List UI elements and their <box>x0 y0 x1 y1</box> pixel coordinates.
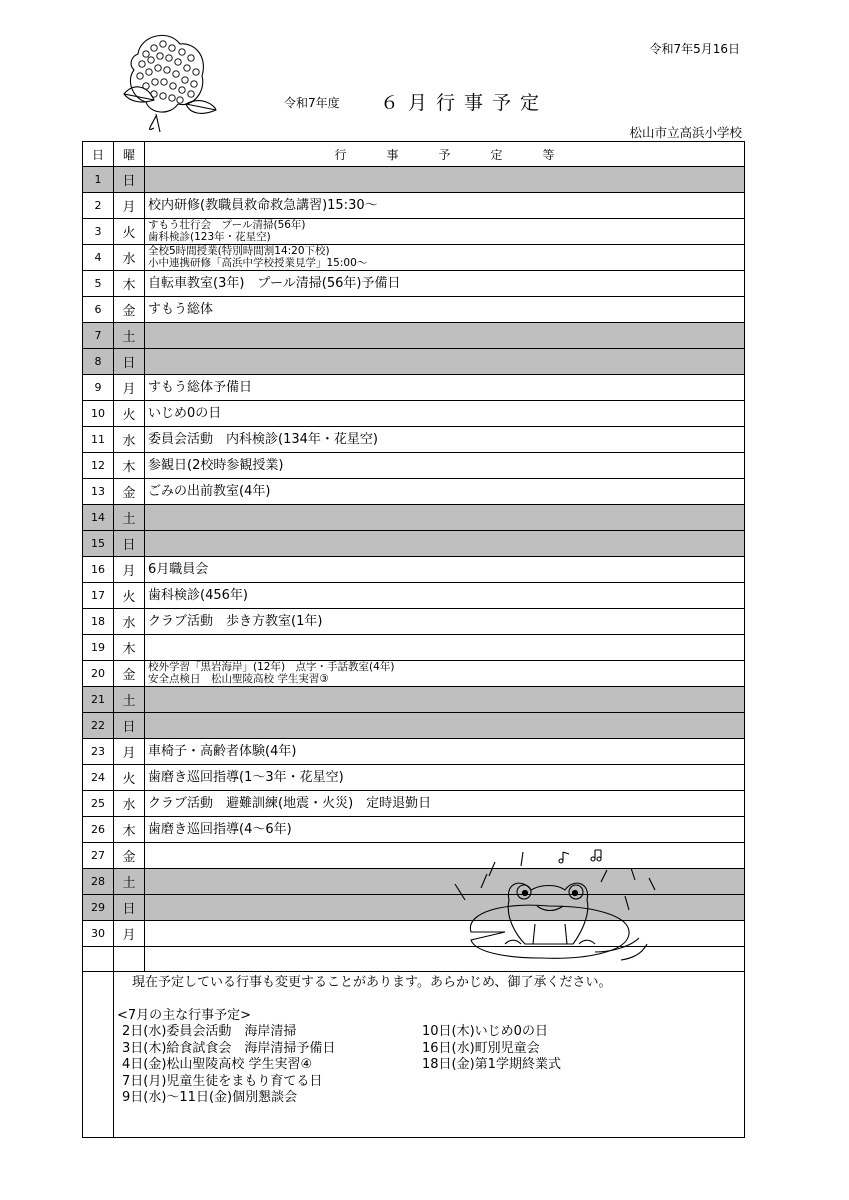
day-cell: 3 <box>83 219 114 245</box>
weekday-cell: 日 <box>114 895 145 921</box>
event-text: 参観日(2校時参観授業) <box>148 458 284 473</box>
weekday-cell: 月 <box>114 375 145 401</box>
events-cell <box>145 219 745 245</box>
weekday-cell: 木 <box>114 453 145 479</box>
change-notice: 現在予定している行事も変更することがあります。あらかじめ、御了承ください。 <box>132 975 612 990</box>
event-text: ごみの出前教室(4年) <box>148 484 271 499</box>
weekday-cell: 水 <box>114 427 145 453</box>
event-text: 校内研修(教職員救命救急講習)15:30～ <box>148 198 378 213</box>
weekday-cell: 日 <box>114 349 145 375</box>
column-header-weekday: 曜 <box>114 142 145 167</box>
schedule-row <box>83 505 745 531</box>
events-cell <box>145 557 745 583</box>
event-text: すもう総体 <box>148 302 214 317</box>
day-cell: 29 <box>83 895 114 921</box>
column-header-events <box>145 142 745 167</box>
weekday-cell: 火 <box>114 401 145 427</box>
events-cell <box>145 609 745 635</box>
schedule-row <box>83 479 745 505</box>
events-cell <box>145 661 745 687</box>
schedule-row <box>83 583 745 609</box>
day-cell: 27 <box>83 843 114 869</box>
day-cell: 7 <box>83 323 114 349</box>
july-schedule <box>114 1024 744 1108</box>
weekday-cell: 土 <box>114 323 145 349</box>
table-header-row <box>83 142 745 167</box>
schedule-row <box>83 427 745 453</box>
day-cell: 21 <box>83 687 114 713</box>
weekday-cell: 水 <box>114 609 145 635</box>
events-cell <box>145 817 745 843</box>
events-cell <box>145 453 745 479</box>
event-text: 歯磨き巡回指導(1～3年・花星空) <box>148 770 344 785</box>
weekday-cell: 土 <box>114 869 145 895</box>
issue-date: 令和7年5月16日 <box>649 42 740 56</box>
schedule-row <box>83 609 745 635</box>
day-cell: 26 <box>83 817 114 843</box>
notes-body <box>114 972 744 1108</box>
schedule-row <box>83 765 745 791</box>
event-text: 歯科検診(123年・花星空) <box>148 230 271 243</box>
schedule-row <box>83 661 745 687</box>
day-cell: 17 <box>83 583 114 609</box>
fiscal-year-label: 令和7年度 <box>284 96 340 110</box>
july-event-item: 4日(金)松山聖陵高校 学生実習④ <box>122 1057 313 1072</box>
events-cell <box>145 583 745 609</box>
day-cell: 16 <box>83 557 114 583</box>
weekday-cell: 土 <box>114 687 145 713</box>
day-cell: 12 <box>83 453 114 479</box>
events-cell <box>145 635 745 661</box>
schedule-row <box>83 271 745 297</box>
school-name: 松山市立高浜小学校 <box>629 125 742 140</box>
day-cell: 19 <box>83 635 114 661</box>
schedule-row <box>83 817 745 843</box>
event-text: 自転車教室(3年) プール清掃(56年)予備日 <box>148 276 401 291</box>
hydrangea-illustration <box>116 24 226 134</box>
schedule-row <box>83 531 745 557</box>
events-cell <box>145 245 745 271</box>
day-cell: 18 <box>83 609 114 635</box>
day-cell: 4 <box>83 245 114 271</box>
column-header-events-label: 行事予定等 <box>334 147 595 162</box>
events-cell <box>145 531 745 557</box>
schedule-body <box>83 167 745 947</box>
schedule-row <box>83 557 745 583</box>
schedule-row <box>83 713 745 739</box>
july-event-item: 18日(金)第1学期終業式 <box>422 1057 561 1072</box>
events-cell <box>145 427 745 453</box>
events-cell <box>145 297 745 323</box>
events-cell <box>145 193 745 219</box>
day-cell: 10 <box>83 401 114 427</box>
event-text: いじめ0の日 <box>148 406 222 421</box>
weekday-cell: 金 <box>114 297 145 323</box>
weekday-cell: 水 <box>114 791 145 817</box>
day-cell: 28 <box>83 869 114 895</box>
day-cell: 13 <box>83 479 114 505</box>
schedule-row <box>83 219 745 245</box>
day-cell: 24 <box>83 765 114 791</box>
july-event-item: 16日(水)町別児童会 <box>422 1040 540 1056</box>
weekday-cell: 火 <box>114 583 145 609</box>
day-cell: 15 <box>83 531 114 557</box>
july-list-right <box>422 1024 561 1074</box>
event-text: 小中連携研修「高浜中学校授業見学」15:00～ <box>148 256 368 269</box>
day-cell: 20 <box>83 661 114 687</box>
weekday-cell: 土 <box>114 505 145 531</box>
day-cell: 9 <box>83 375 114 401</box>
schedule-row <box>83 167 745 193</box>
schedule-row <box>83 193 745 219</box>
events-cell <box>145 739 745 765</box>
schedule-row <box>83 323 745 349</box>
event-text: すもう総体予備日 <box>148 380 253 395</box>
weekday-cell: 金 <box>114 843 145 869</box>
july-list-left <box>122 1024 335 1107</box>
event-text: 6月職員会 <box>148 562 209 577</box>
july-event-item: 2日(水)委員会活動 海岸清掃 <box>122 1024 297 1039</box>
events-cell <box>145 323 745 349</box>
notes-cell <box>114 972 745 1138</box>
events-cell <box>145 271 745 297</box>
events-cell <box>145 401 745 427</box>
schedule-row <box>83 635 745 661</box>
weekday-cell: 日 <box>114 167 145 193</box>
weekday-cell: 水 <box>114 245 145 271</box>
event-text: 安全点検日 松山聖陵高校 学生実習③ <box>148 672 329 685</box>
event-text: すもう壮行会 プール清掃(56年) <box>148 219 306 231</box>
july-event-item: 10日(木)いじめ0の日 <box>422 1024 548 1039</box>
event-text: クラブ活動 避難訓練(地震・火災) 定時退勤日 <box>148 796 432 811</box>
schedule-row <box>83 739 745 765</box>
event-text: 歯磨き巡回指導(4～6年) <box>148 822 292 837</box>
day-cell: 1 <box>83 167 114 193</box>
schedule-row <box>83 297 745 323</box>
july-event-item: 9日(水)～11日(金)個別懇談会 <box>122 1090 298 1105</box>
event-text: 校外学習「黒岩海岸」(12年) 点字・手話教室(4年) <box>148 661 395 673</box>
weekday-cell: 金 <box>114 479 145 505</box>
events-cell <box>145 505 745 531</box>
blank-cell <box>83 947 114 972</box>
frog-on-lily-pad-illustration <box>445 840 675 972</box>
schedule-row <box>83 401 745 427</box>
weekday-cell: 日 <box>114 713 145 739</box>
schedule-table <box>82 141 745 1138</box>
day-cell: 22 <box>83 713 114 739</box>
day-cell: 11 <box>83 427 114 453</box>
day-cell: 30 <box>83 921 114 947</box>
event-text: 委員会活動 内科検診(134年・花星空) <box>148 432 378 447</box>
july-event-item: 3日(木)給食試食会 海岸清掃予備日 <box>122 1040 336 1056</box>
day-cell: 25 <box>83 791 114 817</box>
weekday-cell: 火 <box>114 765 145 791</box>
day-cell: 5 <box>83 271 114 297</box>
event-text: 歯科検診(456年) <box>148 588 248 603</box>
schedule-row <box>83 245 745 271</box>
day-cell: 8 <box>83 349 114 375</box>
events-cell <box>145 791 745 817</box>
event-text: 全校5時間授業(特別時間割14:20下校) <box>148 245 330 257</box>
column-header-day: 日 <box>83 142 114 167</box>
events-cell <box>145 479 745 505</box>
schedule-row <box>83 349 745 375</box>
notes-left-cell <box>83 972 114 1138</box>
events-cell <box>145 765 745 791</box>
schedule-row <box>83 791 745 817</box>
july-event-item: 7日(月)児童生徒をまもり育てる日 <box>122 1073 323 1089</box>
schedule-row <box>83 687 745 713</box>
events-cell <box>145 349 745 375</box>
events-cell <box>145 713 745 739</box>
day-cell: 23 <box>83 739 114 765</box>
weekday-cell: 木 <box>114 635 145 661</box>
weekday-cell: 月 <box>114 921 145 947</box>
blank-cell <box>114 947 145 972</box>
schedule-row <box>83 453 745 479</box>
day-cell: 14 <box>83 505 114 531</box>
events-cell <box>145 167 745 193</box>
weekday-cell: 木 <box>114 271 145 297</box>
event-text: 車椅子・高齢者体験(4年) <box>148 744 297 759</box>
weekday-cell: 木 <box>114 817 145 843</box>
july-schedule-title: <7月の主な行事予定> <box>117 1007 252 1023</box>
notes-row <box>83 972 745 1138</box>
weekday-cell: 月 <box>114 193 145 219</box>
day-cell: 6 <box>83 297 114 323</box>
weekday-cell: 火 <box>114 219 145 245</box>
events-cell <box>145 375 745 401</box>
events-cell <box>145 687 745 713</box>
schedule-row <box>83 375 745 401</box>
weekday-cell: 月 <box>114 557 145 583</box>
weekday-cell: 金 <box>114 661 145 687</box>
event-text: クラブ活動 歩き方教室(1年) <box>148 614 323 629</box>
weekday-cell: 月 <box>114 739 145 765</box>
page-title: ６月行事予定 <box>380 92 549 114</box>
weekday-cell: 日 <box>114 531 145 557</box>
day-cell: 2 <box>83 193 114 219</box>
